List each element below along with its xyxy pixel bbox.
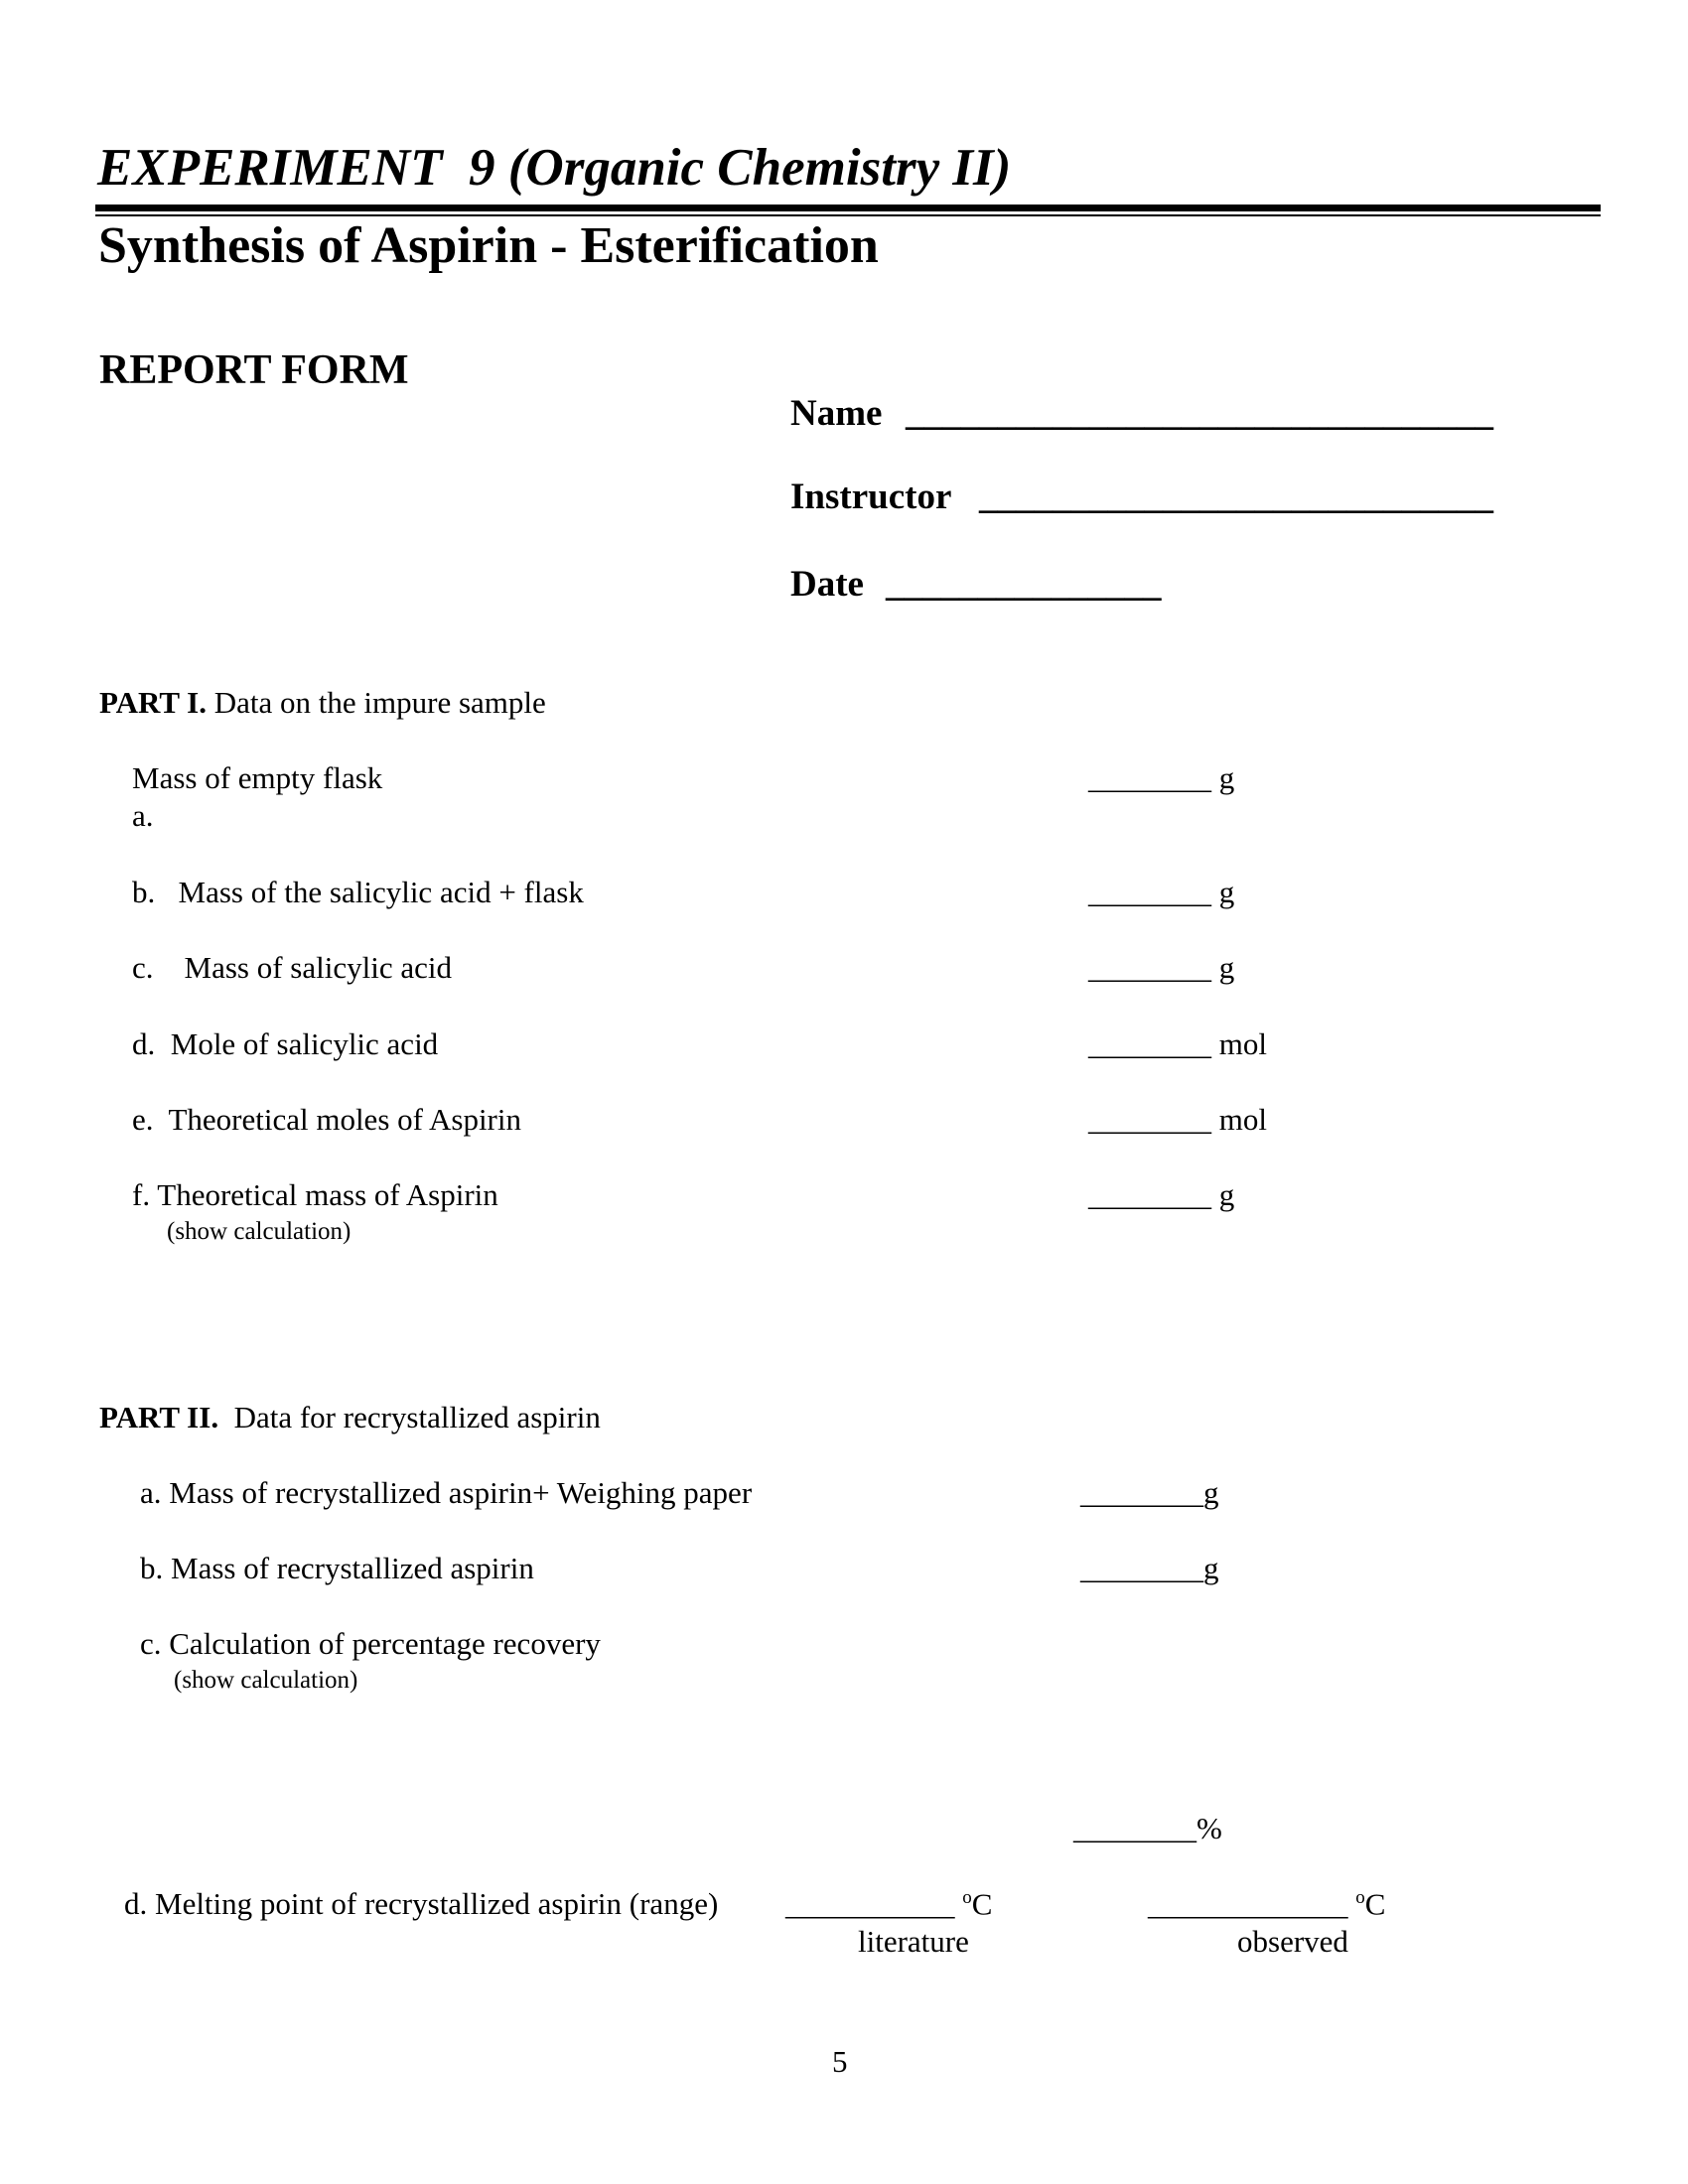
instructor-field[interactable]: ____________________________ — [979, 477, 1493, 517]
observed-label: observed — [1237, 1924, 1348, 1959]
part1-item-e-answer[interactable] — [1088, 1104, 1267, 1135]
experiment-subtitle: Synthesis of Aspirin - Esterification — [98, 217, 879, 274]
part2-item-a-text: a. Mass of recrystallized aspirin+ Weighing paper — [140, 1475, 753, 1510]
title-divider-thin — [95, 214, 1601, 216]
part1-item-b-text: b. Mass of the salicylic acid + flask — [132, 875, 584, 909]
answer-unit: g — [1203, 1475, 1219, 1510]
answer-unit: g — [1211, 760, 1235, 795]
name-field[interactable]: ________________________________ — [906, 393, 1493, 434]
part2-title-rest: Data for recrystallized aspirin — [218, 1400, 601, 1434]
part1-item-a-answer[interactable] — [1088, 762, 1234, 793]
part2-item-a-answer[interactable] — [1080, 1477, 1219, 1508]
name-label: Name — [790, 393, 883, 434]
part1-title-rest: Data on the impure sample — [207, 685, 546, 720]
answer-blank[interactable]: ________ — [1080, 1475, 1203, 1510]
title-divider-thick — [95, 205, 1601, 211]
answer-blank[interactable]: ________ — [1088, 875, 1211, 909]
answer-blank[interactable]: ________ — [1088, 1177, 1211, 1212]
part2-title — [99, 1402, 601, 1433]
melting-literature-answer[interactable] — [785, 1886, 993, 1922]
answer-unit: % — [1196, 1811, 1222, 1845]
part1-title — [99, 687, 546, 718]
melting-point-text: d. Melting point of recrystallized aspirin (range) — [124, 1886, 719, 1921]
part1-item-b-answer[interactable] — [1088, 877, 1234, 907]
answer-blank[interactable]: _____________ — [1148, 1886, 1348, 1922]
percent-recovery-answer[interactable] — [1073, 1813, 1222, 1843]
answer-unit: g — [1203, 1551, 1219, 1585]
date-field[interactable]: _______________ — [886, 564, 1162, 605]
date-label: Date — [790, 564, 864, 605]
part2-title-bold: PART II. — [99, 1400, 219, 1434]
part1-item-a-text: Mass of empty flask — [132, 760, 383, 795]
answer-unit: mol — [1211, 1026, 1267, 1061]
answer-blank[interactable]: ___________ — [785, 1886, 955, 1922]
part1-item-c-answer[interactable] — [1088, 952, 1234, 983]
part1-item-c-text: c. Mass of salicylic acid — [132, 950, 452, 985]
answer-unit: C — [1364, 1886, 1386, 1922]
answer-blank[interactable]: ________ — [1088, 1026, 1211, 1061]
instructor-label: Instructor — [790, 477, 952, 517]
answer-blank[interactable]: ________ — [1073, 1811, 1196, 1845]
melting-observed-answer[interactable] — [1148, 1886, 1386, 1922]
part2-item-c-text: c. Calculation of percentage recovery — [140, 1626, 601, 1661]
literature-label: literature — [858, 1924, 969, 1959]
answer-unit: C — [971, 1886, 993, 1922]
form-title: REPORT FORM — [99, 347, 409, 393]
page-number: 5 — [832, 2044, 848, 2079]
part2-item-b-answer[interactable] — [1080, 1553, 1219, 1583]
part1-item-d-answer[interactable] — [1088, 1028, 1267, 1059]
experiment-title: EXPERIMENT 9 (Organic Chemistry II) — [97, 139, 1012, 197]
part1-item-d-text: d. Mole of salicylic acid — [132, 1026, 439, 1061]
answer-unit: g — [1211, 950, 1235, 985]
part1-item-f-note: (show calculation) — [167, 1218, 352, 1245]
part1-item-f-text: f. Theoretical mass of Aspirin — [132, 1177, 498, 1212]
part1-item-e-text: e. Theoretical moles of Aspirin — [132, 1102, 521, 1137]
degree-symbol: o — [962, 1887, 972, 1908]
answer-unit: g — [1211, 875, 1235, 909]
answer-unit: mol — [1211, 1102, 1267, 1137]
answer-unit: g — [1211, 1177, 1235, 1212]
part2-item-b-text: b. Mass of recrystallized aspirin — [140, 1551, 534, 1585]
answer-blank[interactable]: ________ — [1088, 1102, 1211, 1137]
answer-blank[interactable]: ________ — [1080, 1551, 1203, 1585]
part1-item-f-answer[interactable] — [1088, 1179, 1234, 1210]
answer-blank[interactable]: ________ — [1088, 950, 1211, 985]
part2-item-c-note: (show calculation) — [174, 1667, 358, 1694]
answer-blank[interactable]: ________ — [1088, 760, 1211, 795]
part1-title-bold: PART I. — [99, 685, 208, 720]
degree-symbol: o — [1355, 1887, 1365, 1908]
part1-item-a-letter: a. — [132, 798, 154, 833]
